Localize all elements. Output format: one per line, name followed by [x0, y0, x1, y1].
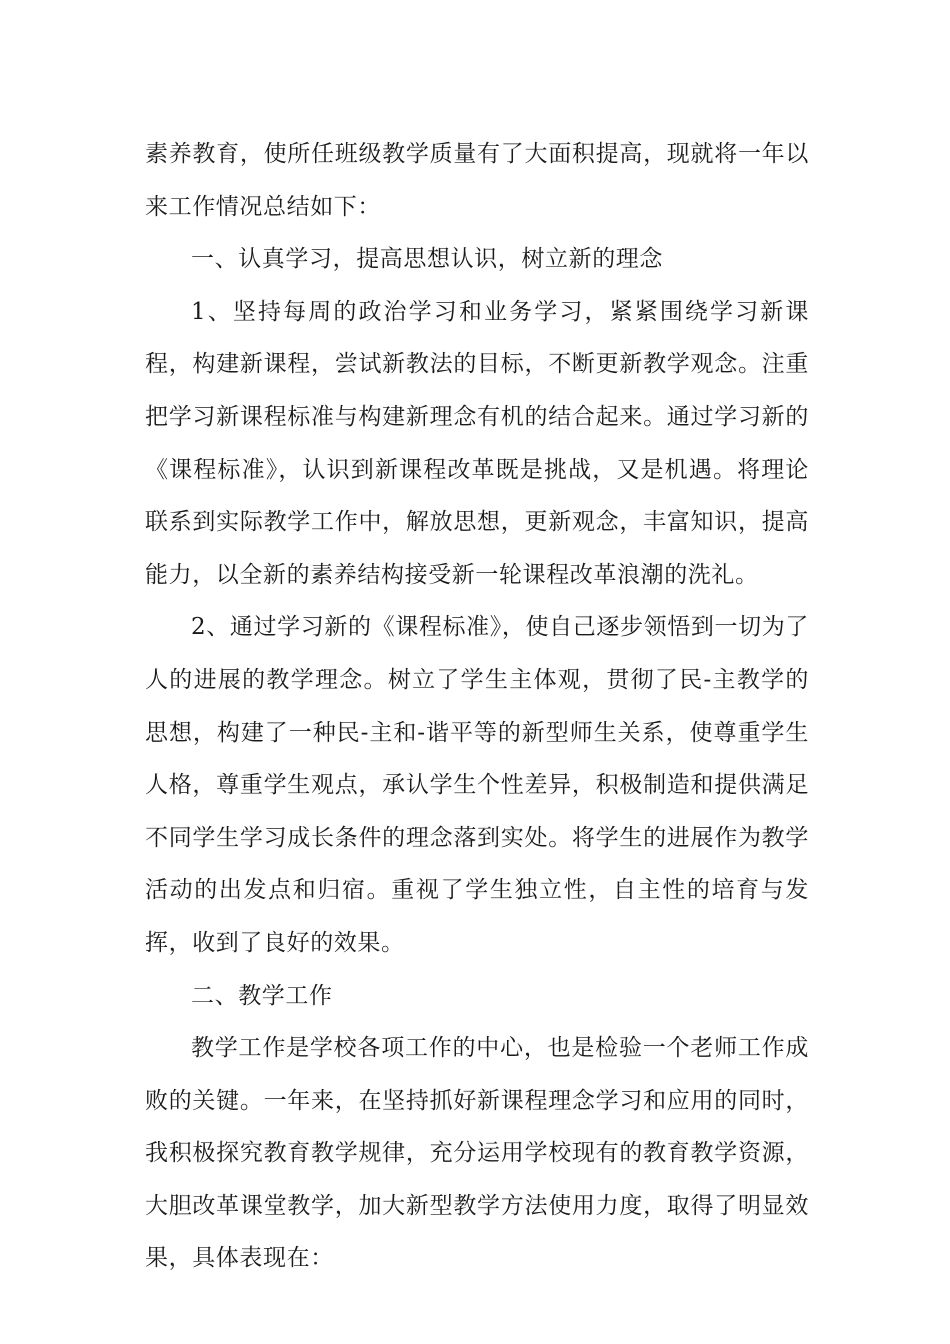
paragraph-point-1: 1、坚持每周的政治学习和业务学习，紧紧围绕学习新课程，构建新课程，尝试新教法的目标，不断更新教学观念。注重把学习新课程标准与构建新理念有机的结合起来。通过学习新的《课程标准》，认识到新课程改革既是挑战，又是机遇。将理论联系到实际教学工作中，解放思想，更新观念，丰富知识，提高能力，以全新的素养结构接受新一轮课程改革浪潮的洗礼。 — [145, 298, 809, 588]
section-heading-2: 二、教学工作 — [191, 982, 333, 1009]
paragraph-teaching: 教学工作是学校各项工作的中心，也是检验一个老师工作成败的关键。一年来，在坚持抓好新课程理念学习和应用的同时，我积极探究教育教学规律，充分运用学校现有的教育教学资源，大胆改革课堂教学，加大新型教学方法使用力度，取得了明显效果，具体表现在： — [145, 1035, 809, 1272]
section-heading-1: 一、认真学习，提高思想认识，树立新的理念 — [191, 246, 663, 273]
paragraph-intro: 素养教育，使所任班级教学质量有了大面积提高，现就将一年以来工作情况总结如下： — [145, 141, 809, 220]
document-body — [145, 128, 809, 1285]
paragraph-point-2: 2、通过学习新的《课程标准》，使自己逐步领悟到一切为了人的进展的教学理念。树立了学生主体观，贯彻了民-主教学的思想，构建了一种民-主和-谐平等的新型师生关系，使尊重学生人格，尊重学生观点，承认学生个性差异，积极制造和提供满足不同学生学习成长条件的理念落到实处。将学生的进展作为教学活动的出发点和归宿。重视了学生独立性，自主性的培育与发挥，收到了良好的效果。 — [145, 614, 809, 956]
